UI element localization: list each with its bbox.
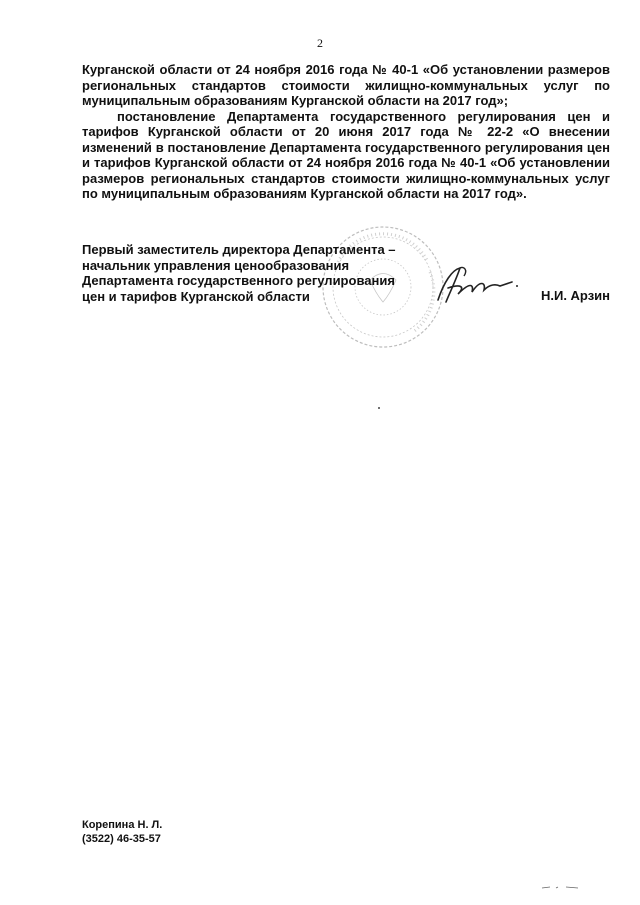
scan-mark-icon [540, 884, 580, 890]
speck-mark [378, 407, 380, 409]
position-line-4: цен и тарифов Курганской области [82, 288, 310, 304]
paragraph-resolution: постановление Департамента государственного регулирования цен и тарифов Курганской области от 20 июня 2017 года № 22-2 «О внесении изменений в постановление Департамента государственного регулирования цен и тарифов Курганской области от 24 ноября 2016 года № 40-1 «Об установлении размеров региональных стандартов стоимости жилищно-коммунальных услуг по муниципальным образованиям Курганской области на 2017 год». [82, 108, 610, 201]
signer-name: Н.И. Арзин [540, 288, 610, 303]
position-line-3: Департамента государственного регулирования [82, 273, 395, 288]
handwritten-signature-icon [430, 262, 520, 307]
contact-name: Корепина Н. Л. [82, 819, 163, 831]
signature-position [82, 242, 610, 304]
contact-info [82, 818, 162, 846]
contact-phone: (3522) 46-35-57 [82, 833, 161, 845]
body-text [82, 62, 610, 202]
position-line-1: Первый заместитель директора Департамента – [82, 242, 396, 257]
position-line-2: начальник управления ценообразования [82, 257, 350, 273]
page-number: 2 [317, 36, 323, 50]
paragraph-continuation: Курганской области от 24 ноября 2016 года № 40-1 «Об установлении размеров региональных стандартов стоимости жилищно-коммунальных услуг по муниципальным образованиям Курганской области на 2017 год»; [82, 62, 610, 108]
